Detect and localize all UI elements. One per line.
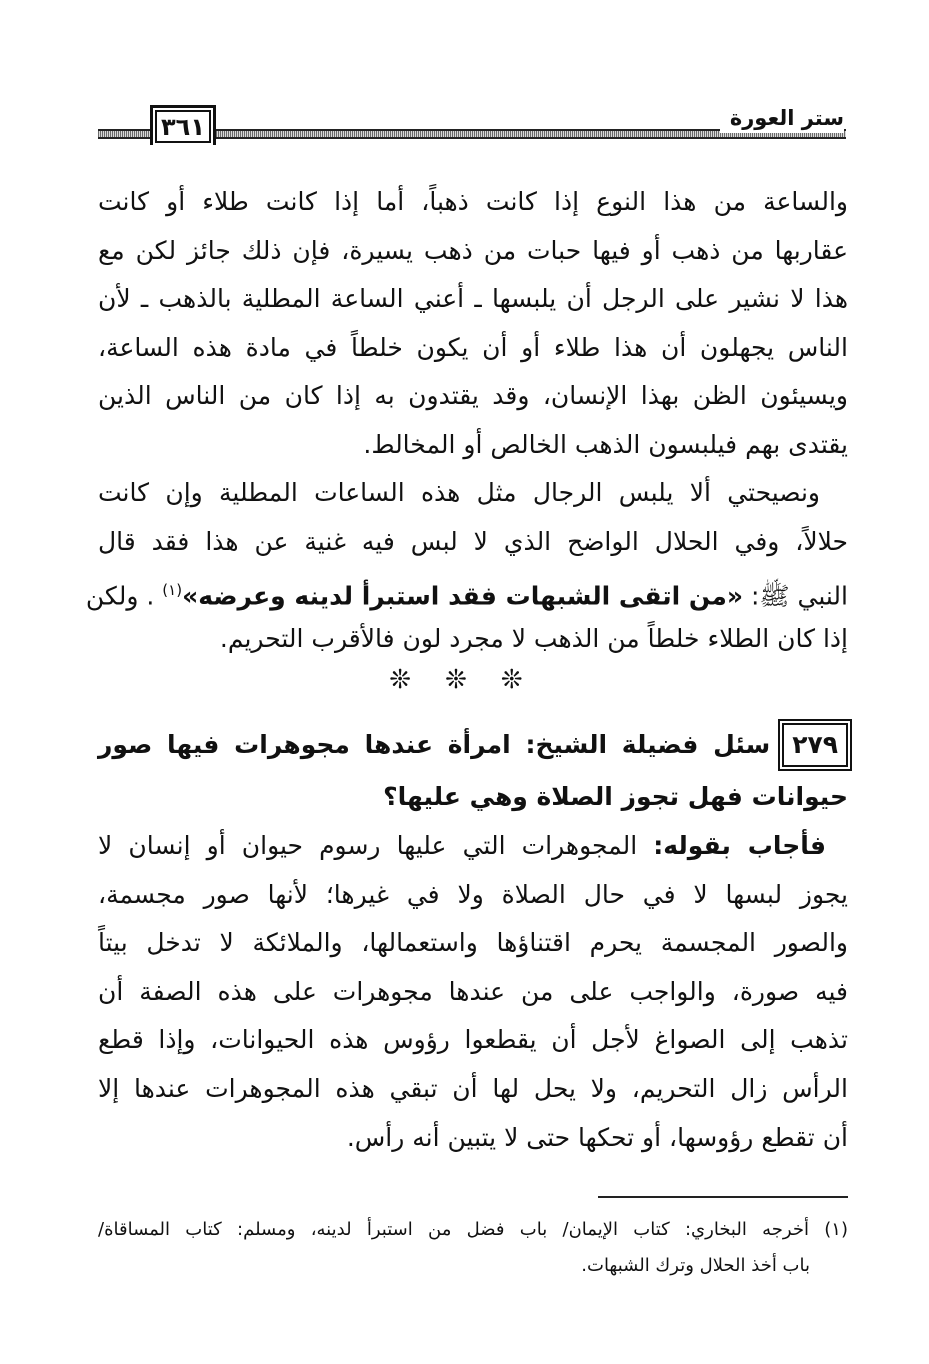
footnote-line: (١) أخرجه البخاري: كتاب الإيمان/ باب فضل من استبرأ لدينه، ومسلم: كتاب المساقاة/ [98, 1219, 848, 1240]
question-line: سئل فضيلة الشيخ: امرأة عندها مجوهرات فيها صور [98, 730, 771, 759]
hadith-quote: «من اتقى الشبهات فقد استبرأ لدينه وعرضه» [182, 581, 743, 611]
answer-first-line [98, 822, 848, 871]
prophet-mention: النبي ﷺ: [750, 581, 848, 611]
paragraph-advice [85, 469, 848, 663]
running-title: ستر العورة [720, 103, 844, 133]
text-line: يقتدى بهم فيلبسون الذهب الخالص أو المخالط. [363, 429, 848, 459]
star-separator-icon: ❊ [500, 665, 557, 695]
question-heading [98, 719, 848, 823]
answer-text: المجوهرات التي عليها رسوم حيوان أو إنسان لا [98, 831, 638, 860]
question-number: ٢٧٩ [782, 723, 848, 767]
text-line: الناس يجهلون أن هذا طلاء أو أن يكون خلطاً في مادة هذه الساعة، [98, 332, 848, 362]
text-line [98, 469, 848, 518]
text-line: والصور المجسمة يحرم اقتناؤها واستعمالها، والملائكة لا تدخل بيتاً [98, 928, 848, 958]
paragraph-answer [98, 822, 848, 1162]
text-line: أن تقطع رؤوسها، أو تحكها حتى لا يتبين أنه رأس. [346, 1122, 848, 1152]
hadith-line-suffix: . ولكن [85, 581, 155, 611]
paragraph-watch-plating [98, 178, 848, 470]
footnote-ref[interactable]: (١) [162, 581, 183, 600]
section-separator [98, 665, 848, 709]
text-line: حلالاً، وفي الحلال الواضح الذي لا لبس فيه غنية عن هذا فقد قال [98, 526, 848, 556]
page-header [98, 103, 846, 149]
answer-lead: فأجاب بقوله: [653, 831, 826, 860]
page-number: ٣٦١ [150, 105, 216, 145]
footnote-line: باب أخذ الحلال وترك الشبهات. [581, 1255, 810, 1276]
question-line: حيوانات فهل تجوز الصلاة وهي عليها؟ [383, 782, 848, 811]
star-separator-icon: ❊ [445, 665, 501, 695]
star-separator-icon: ❊ [389, 665, 446, 695]
text-line: فيه صورة، والواجب على من عندها مجوهرات على هذه الصفة أن [98, 976, 848, 1006]
text-line: هذا لا نشير على الرجل أن يلبسها ـ أعني الساعة المطلية بالذهب ـ لأن [98, 284, 848, 314]
text-line: الرأس زال التحريم، ولا يحل لها أن تبقي هذه المجوهرات عندها إلا [98, 1073, 848, 1103]
text-line: والساعة من هذا النوع إذا كانت ذهباً، أما إذا كانت طلاء أو كانت [98, 187, 848, 216]
text-line: ويسيئون الظن بهذا الإنسان، وقد يقتدون به إذا كان من الناس الذين [98, 381, 848, 411]
text-line: عقاربها من ذهب أو فيها حبات من ذهب يسيرة، فإن ذلك جائز لكن مع [98, 235, 848, 265]
text-line: تذهب إلى الصواغ لأجل أن يقطعوا رؤوس هذه الحيوانات، وإذا قطع [98, 1025, 848, 1055]
text-line-content: ونصيحتي ألا يلبس الرجال مثل هذه الساعات المطلية وإن كانت [98, 478, 820, 507]
text-line: إذا كان الطلاء خلطاً من الذهب لا مجرد لون فالأقرب التحريم. [219, 623, 848, 653]
hadith-line [85, 566, 848, 615]
text-line: يجوز لبسها لا في حال الصلاة ولا في غيرها؛ لأنها صور مجسمة، [98, 879, 848, 909]
footnote-divider [598, 1196, 848, 1198]
footnotes [98, 1212, 848, 1284]
